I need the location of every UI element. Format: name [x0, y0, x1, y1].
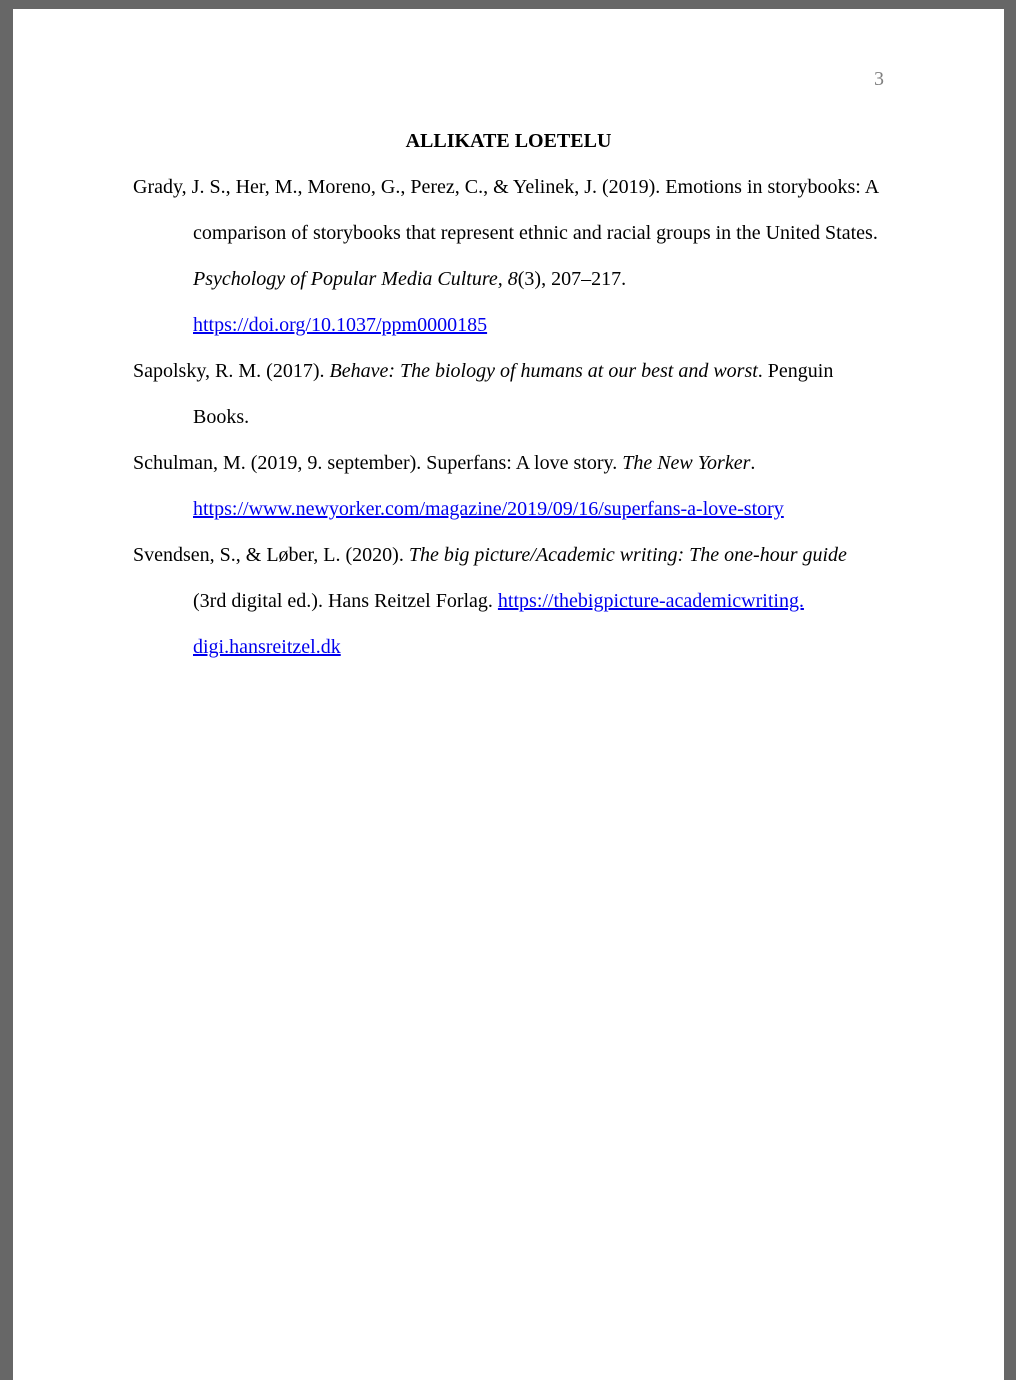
reference-entry: [133, 532, 884, 670]
page-number: 3: [874, 68, 884, 90]
reference-hyperlink[interactable]: https://doi.org/10.1037/ppm0000185: [193, 314, 488, 336]
reference-hyperlink[interactable]: https://www.newyorker.com/magazine/2019/09/16/superfans-a-love-story: [193, 498, 784, 520]
reference-text: (3rd digital ed.). Hans Reitzel Forlag.: [193, 590, 498, 612]
reference-line: [133, 440, 884, 486]
reference-text-italic: Behave: The biology of humans at our best and worst: [329, 360, 758, 382]
reference-text: .: [750, 452, 756, 474]
reference-text: (3), 207–217.: [517, 268, 627, 290]
reference-line: [133, 210, 884, 256]
reference-entry: [133, 164, 884, 348]
reference-line: [133, 256, 884, 302]
reference-hyperlink[interactable]: https://thebigpicture-academicwriting.: [497, 590, 804, 612]
reference-text: Sapolsky, R. M. (2017).: [133, 360, 330, 382]
reference-text: . Penguin: [757, 360, 834, 382]
reference-text-italic: The big picture/Academic writing: The one-hour guide: [408, 544, 847, 566]
reference-line: [133, 624, 884, 670]
reference-text: Books.: [193, 406, 250, 428]
reference-line: [133, 348, 884, 394]
references-heading: ALLIKATE LOETELU: [405, 130, 612, 152]
reference-entry: [133, 440, 884, 532]
reference-line: [133, 164, 884, 210]
reference-text-italic: The New Yorker: [622, 452, 751, 474]
reference-text: comparison of storybooks that represent ethnic and racial groups in the United States.: [193, 222, 878, 244]
reference-text: Grady, J. S., Her, M., Moreno, G., Perez, C., & Yelinek, J. (2019). Emotions in storybooks: A: [133, 176, 880, 198]
reference-line: [133, 486, 884, 532]
reference-text: Schulman, M. (2019, 9. september). Superfans: A love story.: [133, 452, 623, 474]
reference-line: [133, 302, 884, 348]
reference-text: Svendsen, S., & Løber, L. (2020).: [133, 544, 409, 566]
reference-line: [133, 578, 884, 624]
document-page: [13, 9, 1004, 1380]
reference-entry: [133, 348, 884, 440]
reference-line: [133, 394, 884, 440]
references-list: [133, 164, 884, 670]
reference-text-italic: Psychology of Popular Media Culture, 8: [193, 268, 518, 290]
reference-line: [133, 532, 884, 578]
reference-hyperlink[interactable]: digi.hansreitzel.dk: [193, 636, 341, 658]
